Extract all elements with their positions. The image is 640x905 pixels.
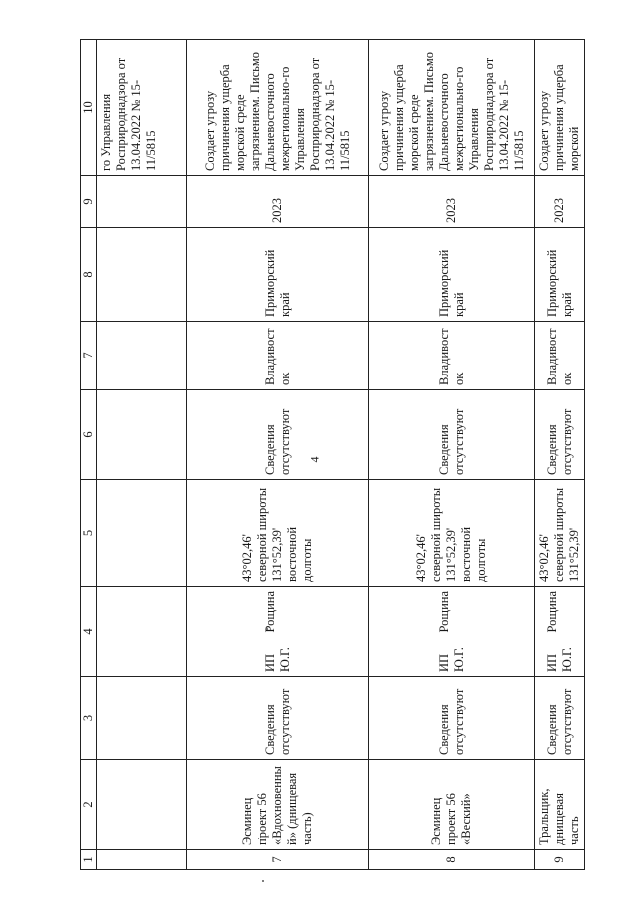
note-cell: Создает угрозу причинения ущерба морской <box>535 40 585 176</box>
region-cell: Приморский край <box>187 228 369 322</box>
coordinates-cell: 43°02,46' северной широты 131°52,39' восточной долготы <box>369 480 535 587</box>
owner-line <box>437 591 452 672</box>
rotated-table-wrapper <box>80 40 581 870</box>
owner-name: Рощина <box>544 591 559 633</box>
year-cell: 2023 <box>369 176 535 228</box>
table-row <box>535 40 585 870</box>
owner-line <box>263 591 278 672</box>
scan-speck <box>262 880 264 882</box>
object-name-cell: Тральщик, днищевая часть <box>535 760 585 850</box>
info-cell: Сведения отсутствуют <box>535 677 585 760</box>
continuation-row <box>97 40 187 870</box>
header-number-row <box>81 40 97 870</box>
owner-cell <box>535 587 585 677</box>
owner-initials: Ю.Г. <box>277 647 292 672</box>
year-cell: 2023 <box>535 176 585 228</box>
header-col-4: 4 <box>81 587 97 677</box>
coordinates-cell: 43°02,46' северной широты 131°52,39' восточной долготы <box>187 480 369 587</box>
object-name-cell: Эсминец проект 56 «Веский» <box>369 760 535 850</box>
city-cell: Владивосток <box>535 322 585 390</box>
page-number: 4 <box>307 456 322 463</box>
header-col-2: 2 <box>81 760 97 850</box>
waste-objects-table <box>80 39 585 870</box>
object-name-cell: Эсминец проект 56 «Вдохновенный» (днищевая часть) <box>187 760 369 850</box>
info-cell: Сведения отсутствуют <box>369 677 535 760</box>
table-row <box>369 40 535 870</box>
note-cell: Создает угрозу причинения ущерба морской среде загрязнением. Письмо Дальневосточного межрегионально-го Управления Росприроднадзора от 13.04.2022 № 15-11/5815 <box>187 40 369 176</box>
depth-cell: Сведения отсутствуют <box>535 390 585 480</box>
owner-type: ИП <box>544 653 559 672</box>
table-row <box>187 40 369 870</box>
owner-cell <box>187 587 369 677</box>
owner-cell <box>369 587 535 677</box>
city-cell: Владивосток <box>187 322 369 390</box>
header-col-10: 10 <box>81 40 97 176</box>
row-number: 8 <box>369 850 535 870</box>
owner-initials: Ю.Г. <box>451 647 466 672</box>
header-col-3: 3 <box>81 677 97 760</box>
owner-name: Рощина <box>436 591 451 633</box>
owner-name: Рощина <box>262 591 277 633</box>
header-col-9: 9 <box>81 176 97 228</box>
owner-line <box>545 591 560 672</box>
header-col-5: 5 <box>81 480 97 587</box>
owner-initials: Ю.Г. <box>559 647 574 672</box>
continued-note-cell: го Управления Росприроднадзора от 13.04.2022 № 15-11/5815 <box>97 40 187 176</box>
coordinates-cell: 43°02,46' северной широты 131°52,39' <box>535 480 585 587</box>
depth-cell: Сведения отсутствуют <box>369 390 535 480</box>
header-col-7: 7 <box>81 322 97 390</box>
header-col-1: 1 <box>81 850 97 870</box>
region-cell: Приморский край <box>369 228 535 322</box>
owner-type: ИП <box>262 653 277 672</box>
header-col-6: 6 <box>81 390 97 480</box>
city-cell: Владивосток <box>369 322 535 390</box>
note-cell: Создает угрозу причинения ущерба морской среде загрязнением. Письмо Дальневосточного межрегионально-го Управления Росприроднадзора от 13.04.2022 № 15-11/5815 <box>369 40 535 176</box>
depth-cell: Сведения отсутствуют <box>187 390 369 480</box>
header-col-8: 8 <box>81 228 97 322</box>
row-number: 7 <box>187 850 369 870</box>
region-cell: Приморский край <box>535 228 585 322</box>
row-number: 9 <box>535 850 585 870</box>
info-cell: Сведения отсутствуют <box>187 677 369 760</box>
year-cell: 2023 <box>187 176 369 228</box>
owner-type: ИП <box>436 653 451 672</box>
